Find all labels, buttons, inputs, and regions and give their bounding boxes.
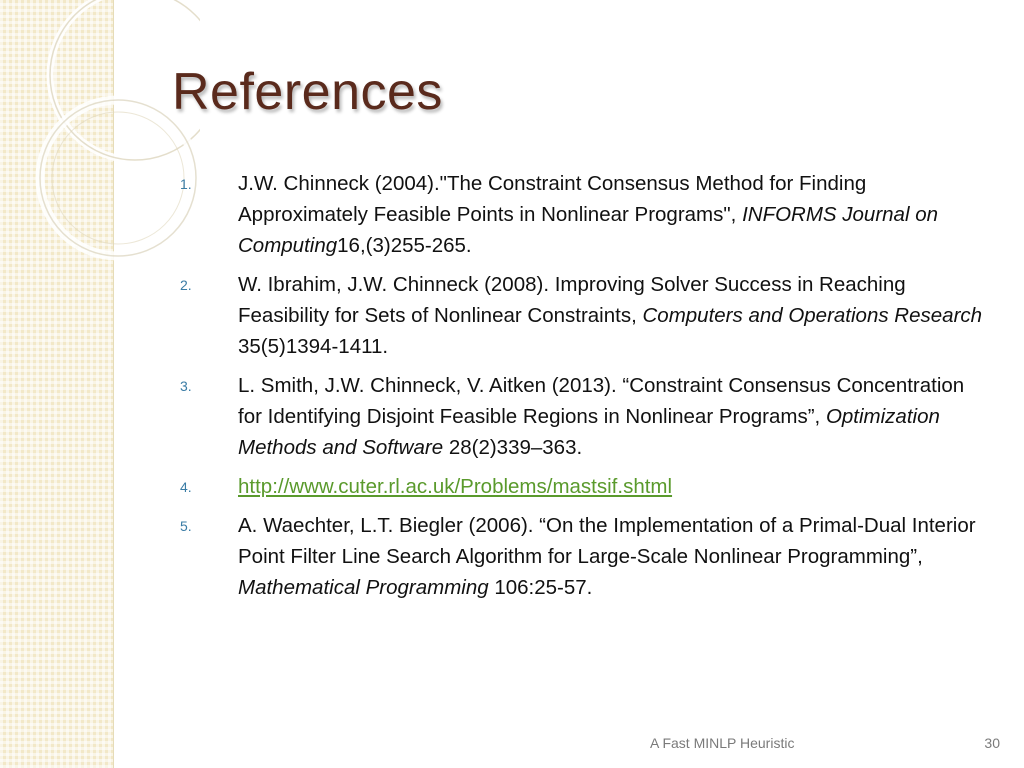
- page-number: 30: [984, 735, 1000, 751]
- reference-item: [180, 168, 990, 261]
- reference-item: [180, 471, 990, 502]
- reference-number: 3.: [180, 378, 192, 394]
- reference-journal: Mathematical Programming: [238, 576, 489, 599]
- reference-text: A. Waechter, L.T. Biegler (2006). “On the Implementation of a Primal-Dual Interior Point Filter Line Search Algorithm for Large-Scale Nonlinear Programming”,: [238, 514, 976, 568]
- reference-number: 1.: [180, 176, 192, 192]
- reference-link[interactable]: http://www.cuter.rl.ac.uk/Problems/mastsif.shtml: [238, 475, 673, 498]
- reference-number: 2.: [180, 277, 192, 293]
- reference-item: [180, 269, 990, 362]
- reference-item: [180, 370, 990, 463]
- reference-details: 16,(3)255-265.: [337, 234, 472, 257]
- decorative-side-band: [0, 0, 114, 768]
- reference-journal: Optimization Methods and Software: [238, 405, 940, 459]
- reference-details: 35(5)1394-1411.: [238, 335, 389, 358]
- reference-text: W. Ibrahim, J.W. Chinneck (2008). Improving Solver Success in Reaching Feasibility for Sets of Nonlinear Constraints,: [238, 273, 906, 327]
- reference-journal: Computers and Operations Research: [642, 304, 983, 327]
- reference-number: 5.: [180, 518, 192, 534]
- reference-journal: INFORMS Journal on Computing: [238, 203, 939, 257]
- reference-details: 106:25-57.: [488, 576, 593, 599]
- reference-list: [180, 168, 990, 611]
- reference-number: 4.: [180, 479, 192, 495]
- reference-item: [180, 510, 990, 603]
- reference-text: L. Smith, J.W. Chinneck, V. Aitken (2013). “Constraint Consensus Concentration for Identifying Disjoint Feasible Regions in Nonlinear Programs”,: [238, 374, 965, 428]
- reference-text: J.W. Chinneck (2004)."The Constraint Consensus Method for Finding Approximately Feasible Points in Nonlinear Programs",: [238, 172, 867, 226]
- footer-title: A Fast MINLP Heuristic: [650, 735, 795, 751]
- page-title: References: [172, 63, 443, 121]
- reference-details: 28(2)339–363.: [443, 436, 583, 459]
